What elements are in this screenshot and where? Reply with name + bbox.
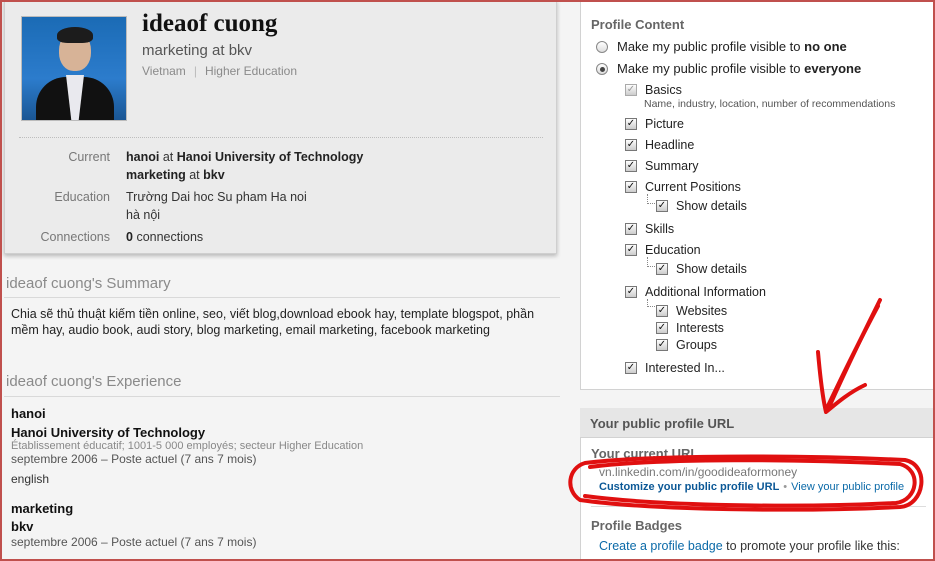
url-links bbox=[599, 481, 904, 493]
profile-card bbox=[4, 0, 557, 254]
profile-facts bbox=[5, 148, 558, 250]
education-1[interactable]: Trường Dai hoc Su pham Ha noi bbox=[126, 190, 307, 204]
checkbox-label: Interested In... bbox=[645, 361, 725, 375]
fact-value-education bbox=[126, 188, 307, 224]
profile-headline: marketing at bkv bbox=[142, 42, 253, 59]
experience-dates-1: septembre 2006 – Poste actuel (7 ans 7 mois) bbox=[11, 452, 257, 466]
summary-divider bbox=[4, 297, 560, 298]
checkbox-label: Websites bbox=[676, 304, 728, 318]
check-skills[interactable] bbox=[625, 222, 674, 236]
check-headline[interactable] bbox=[625, 138, 694, 152]
checkbox-label: Skills bbox=[645, 222, 675, 236]
profile-badges-title: Profile Badges bbox=[591, 518, 683, 533]
tree-connector bbox=[647, 257, 655, 267]
profile-photo[interactable] bbox=[21, 16, 127, 121]
check-websites[interactable] bbox=[656, 304, 727, 318]
experience-title-1: hanoi bbox=[11, 406, 46, 421]
experience-company-2[interactable]: bkv bbox=[11, 519, 34, 534]
radio-label-strong: no one bbox=[804, 39, 847, 54]
radio-label-strong: everyone bbox=[804, 61, 862, 76]
experience-meta-1: Établissement éducatif; 1001-5 000 employés; secteur Higher Education bbox=[11, 440, 364, 452]
checkbox-label: Picture bbox=[645, 117, 684, 131]
checkbox-label: Show details bbox=[676, 262, 747, 276]
education-2[interactable]: hà nội bbox=[126, 208, 161, 222]
experience-divider bbox=[4, 396, 560, 397]
profile-name: ideaof cuong bbox=[142, 10, 278, 37]
tree-connector bbox=[647, 299, 655, 307]
connections-count: 0 bbox=[126, 230, 133, 244]
checkbox[interactable]: ✓ bbox=[626, 139, 636, 150]
fact-label-current: Current bbox=[68, 150, 110, 164]
check-additional-info[interactable] bbox=[625, 285, 766, 299]
divider bbox=[19, 137, 543, 138]
check-interests[interactable] bbox=[656, 321, 724, 335]
experience-title: ideaof cuong's Experience bbox=[6, 373, 182, 390]
checkbox[interactable]: ✓ bbox=[626, 181, 636, 192]
at-text: at bbox=[189, 168, 200, 182]
experience-item bbox=[11, 501, 256, 549]
checkbox[interactable]: ✓ bbox=[657, 339, 667, 350]
check-interested-in[interactable] bbox=[625, 361, 725, 375]
checkbox-label: Education bbox=[645, 243, 701, 257]
current-org-1[interactable]: Hanoi University of Technology bbox=[176, 150, 364, 164]
fact-education bbox=[5, 188, 558, 224]
visibility-no-one[interactable] bbox=[596, 39, 847, 54]
check-education[interactable] bbox=[625, 243, 701, 257]
divider bbox=[591, 506, 926, 507]
profile-content-title: Profile Content bbox=[591, 17, 685, 32]
check-groups[interactable] bbox=[656, 338, 717, 352]
experience-title-2: marketing bbox=[11, 501, 74, 516]
visibility-everyone[interactable] bbox=[596, 61, 861, 76]
checkbox-label: Interests bbox=[676, 321, 724, 335]
checkbox-label: Current Positions bbox=[645, 180, 741, 194]
experience-company-1[interactable]: Hanoi University of Technology bbox=[11, 425, 206, 440]
checkbox[interactable]: ✓ bbox=[626, 118, 636, 129]
public-url-title: Your public profile URL bbox=[590, 416, 735, 431]
location-link[interactable]: Vietnam bbox=[142, 64, 186, 78]
experience-extra-1: english bbox=[11, 472, 50, 486]
checkbox-label: Headline bbox=[645, 138, 695, 152]
checkbox-label: Show details bbox=[676, 199, 747, 213]
summary-text: Chia sẽ thủ thuật kiếm tiền online, seo, viết blog,download ebook hay, template blogspot, phần mềm hay, audio book, audi story, blog marketing, email marketing, facebook marketing bbox=[11, 307, 535, 337]
radio-label: Make my public profile visible to bbox=[617, 61, 805, 76]
view-public-profile-link[interactable]: View your public profile bbox=[791, 481, 905, 493]
fact-label-connections: Connections bbox=[40, 230, 110, 244]
connections-word: connections bbox=[136, 230, 204, 244]
industry-link[interactable]: Higher Education bbox=[204, 64, 297, 78]
fact-connections bbox=[5, 228, 558, 246]
experience-item bbox=[11, 406, 363, 486]
check-show-details-education[interactable] bbox=[656, 262, 747, 276]
checkbox[interactable]: ✓ bbox=[626, 244, 636, 255]
radio-button[interactable] bbox=[596, 41, 608, 53]
fact-value-connections bbox=[126, 228, 203, 246]
profile-badges-text bbox=[599, 539, 900, 553]
checkbox[interactable]: ✓ bbox=[626, 286, 636, 297]
check-picture[interactable] bbox=[625, 117, 684, 131]
at-text: at bbox=[162, 150, 174, 164]
checkbox[interactable]: ✓ bbox=[626, 84, 636, 95]
checkbox[interactable]: ✓ bbox=[626, 160, 636, 171]
checkbox-label: Additional Information bbox=[645, 285, 766, 299]
radio-label: Make my public profile visible to bbox=[617, 39, 805, 54]
location-industry bbox=[142, 64, 297, 78]
checkbox[interactable]: ✓ bbox=[657, 322, 667, 333]
current-org-2[interactable]: bkv bbox=[203, 168, 225, 182]
separator: | bbox=[193, 64, 197, 78]
fact-label-education: Education bbox=[54, 190, 110, 204]
checkbox[interactable]: ✓ bbox=[657, 200, 667, 211]
create-badge-link[interactable]: Create a profile badge bbox=[599, 539, 723, 553]
current-role-1: hanoi bbox=[126, 150, 160, 164]
checkbox-label: Summary bbox=[645, 159, 699, 173]
check-summary[interactable] bbox=[625, 159, 698, 173]
checkbox[interactable]: ✓ bbox=[626, 362, 636, 373]
checkbox-label: Groups bbox=[676, 338, 717, 352]
customize-url-link[interactable]: Customize your public profile URL bbox=[599, 481, 780, 493]
fact-value-current bbox=[126, 148, 363, 184]
checkbox[interactable]: ✓ bbox=[626, 223, 636, 234]
checkbox[interactable]: ✓ bbox=[657, 305, 667, 316]
checkbox[interactable]: ✓ bbox=[657, 263, 667, 274]
basics-subtext: Name, industry, location, number of recommendations bbox=[644, 98, 896, 110]
profile-content-panel bbox=[580, 0, 935, 390]
bullet: • bbox=[783, 481, 788, 493]
current-url: vn.linkedin.com/in/goodideaformoney bbox=[599, 465, 798, 479]
radio-button-selected[interactable] bbox=[596, 63, 608, 75]
tree-connector bbox=[647, 194, 655, 204]
check-basics[interactable] bbox=[625, 83, 682, 97]
badges-rest: to promote your profile like this: bbox=[722, 539, 900, 553]
check-show-details-positions[interactable] bbox=[656, 199, 747, 213]
fact-current bbox=[5, 148, 558, 184]
check-current-positions[interactable] bbox=[625, 180, 741, 194]
experience-dates-2: septembre 2006 – Poste actuel (7 ans 7 mois) bbox=[11, 535, 257, 549]
summary-title: ideaof cuong's Summary bbox=[6, 275, 171, 292]
current-url-label: Your current URL bbox=[591, 446, 699, 461]
current-role-2: marketing bbox=[126, 168, 186, 182]
public-url-header bbox=[580, 408, 935, 438]
checkbox-label: Basics bbox=[645, 83, 682, 97]
